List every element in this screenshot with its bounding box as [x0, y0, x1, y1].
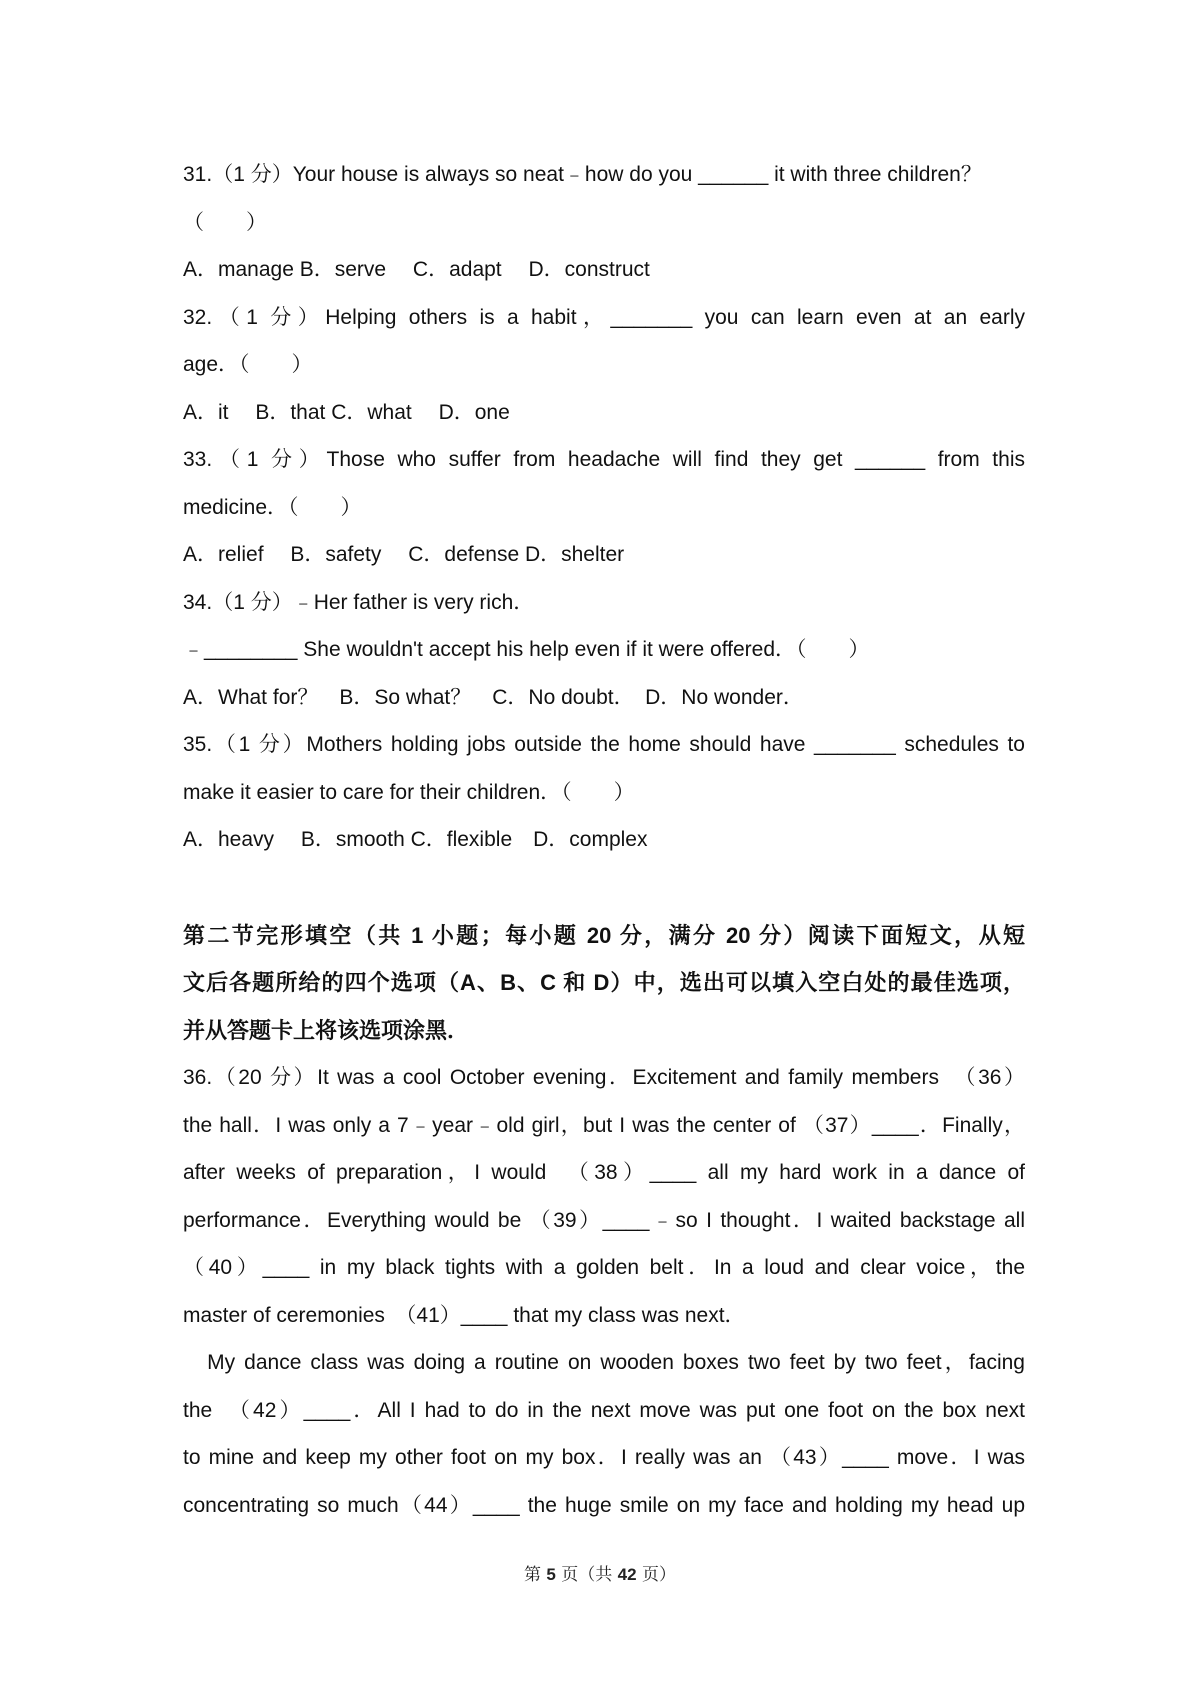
footer-total-pages: 42: [617, 1565, 637, 1584]
footer-suffix: 页）: [636, 1565, 676, 1585]
footer-middle: 页（共: [555, 1565, 618, 1585]
section2-heading-line2: 文后各题所给的四个选项（A、B、C 和 D）中，选出可以填入空白处的最佳选项，: [183, 970, 1025, 995]
q35-line2: make it easier to care for their children．（ ）: [183, 780, 635, 804]
passage-p1-line4: performance．Everything would be （39）____﹣so I thought．I waited backstage all: [183, 1208, 1025, 1232]
q34-line1: 34.（1 分）﹣Her father is very rich．: [183, 590, 535, 614]
q32-options: A．it B．that C．what D．one: [183, 400, 510, 424]
q34-line2: ﹣________ She wouldn't accept his help even if it were offered．（ ）: [183, 638, 870, 661]
q31-options: A．manage B．serve C．adapt D．construct: [183, 258, 650, 281]
footer-page-number: 5: [546, 1565, 556, 1584]
passage-p1-line3: after weeks of preparation，I would （38）____ all my hard work in a dance of: [183, 1161, 1025, 1184]
q31-line2: （ ）: [183, 210, 267, 234]
passage-p1-line5: （40）____ in my black tights with a golden belt．In a loud and clear voice，the: [183, 1256, 1025, 1279]
passage-p2-line4: concentrating so much（44）____ the huge smile on my face and holding my head up: [183, 1493, 1025, 1517]
footer-prefix: 第: [523, 1565, 547, 1585]
q34-options: A．What for？ B．So what？ C．No doubt． D．No wonder．: [183, 685, 804, 709]
q33-line2: medicine．（ ）: [183, 495, 362, 519]
q33-options: A．relief B．safety C．defense D．shelter: [183, 543, 625, 566]
passage-p1-line2: the hall．I was only a 7﹣year﹣old girl，but I was the center of （37）____．Finally，: [183, 1113, 1025, 1137]
page-footer: [0, 1560, 1200, 1585]
passage-p2-line1: My dance class was doing a routine on wooden boxes two feet by two feet，facing: [183, 1351, 1025, 1374]
page-content: [183, 151, 1025, 1529]
section2-heading-line3: 并从答题卡上将该选项涂黑．: [183, 1017, 470, 1043]
passage-p1-line1: 36.（20 分）It was a cool October evening．Excitement and family members （36）: [183, 1066, 1025, 1089]
q31-line1: 31.（1 分）Your house is always so neat﹣how do you ______ it with three children？: [183, 163, 982, 186]
q35-options: A．heavy B．smooth C．flexible D．complex: [183, 828, 648, 851]
passage-p2-line2: the （42）____．All I had to do in the next move was put one foot on the box next: [183, 1398, 1025, 1422]
q33-line1: 33.（1 分）Those who suffer from headache will find they get ______ from this: [183, 448, 1025, 471]
passage-p2-line3: to mine and keep my other foot on my box．I really was an （43）____ move．I was: [183, 1446, 1025, 1469]
q35-line1: 35.（1 分）Mothers holding jobs outside the home should have _______ schedules to: [183, 733, 1025, 756]
q32-line2: age．（ ）: [183, 353, 313, 376]
passage-p1-line6: master of ceremonies （41）____ that my class was next．: [183, 1303, 746, 1327]
section2-heading-line1: 第二节完形填空（共 1 小题；每小题 20 分，满分 20 分）阅读下面短文，从短: [183, 922, 1025, 948]
q32-line1: 32.（1 分）Helping others is a habit，_______ you can learn even at an early: [183, 305, 1025, 329]
